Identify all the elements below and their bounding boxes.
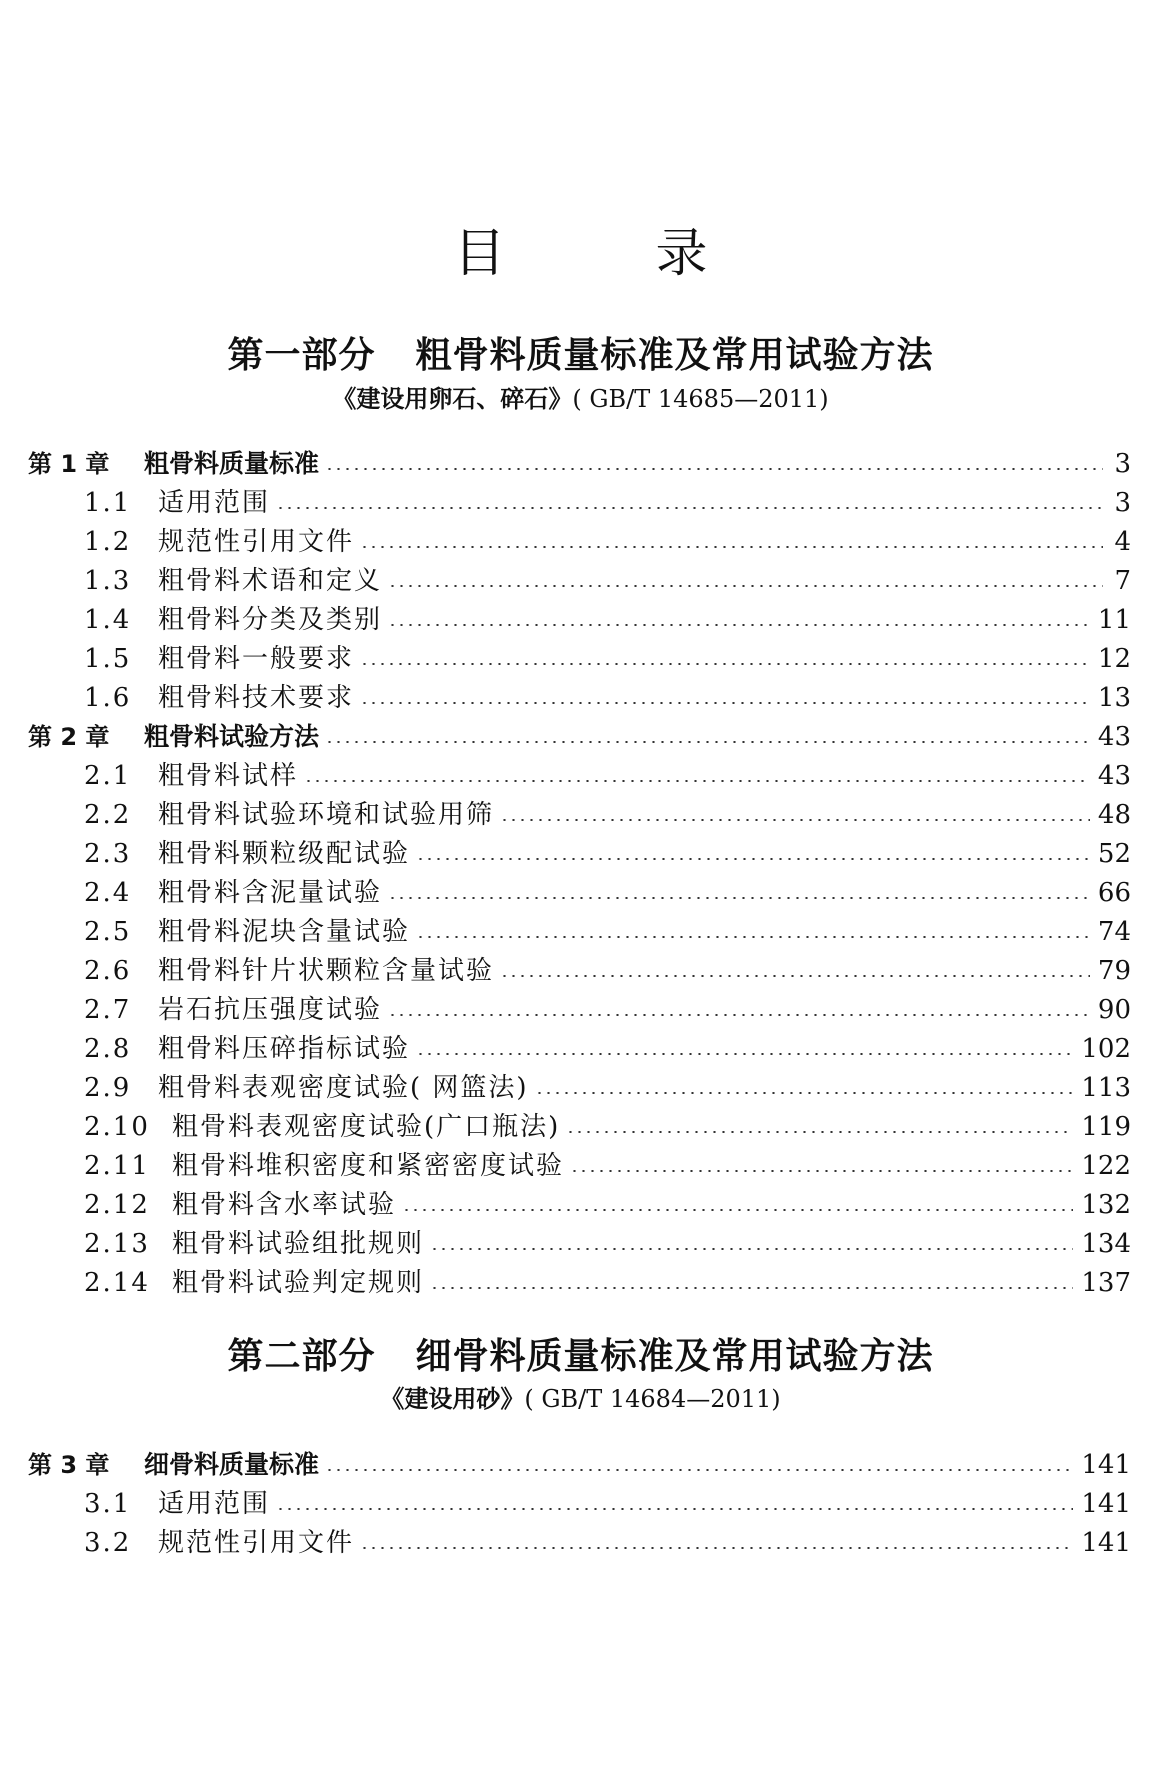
section-number: 1.2 — [84, 527, 132, 557]
page-number: 90 — [1097, 995, 1131, 1025]
section-label: 粗骨料试验环境和试验用筛 — [158, 800, 495, 830]
section-number: 2.1 — [84, 761, 132, 791]
section-number: 2.3 — [84, 839, 132, 869]
dot-leader — [416, 1053, 1073, 1055]
section-label: 规范性引用文件 — [158, 1528, 355, 1558]
dot-leader — [276, 1508, 1073, 1510]
toc-section-2-11[interactable] — [84, 1144, 1131, 1188]
section-number: 2.10 — [84, 1112, 150, 1142]
toc-section-1-5[interactable] — [84, 637, 1131, 681]
toc-chapter-3[interactable] — [28, 1443, 1131, 1487]
part-1-subtitle — [0, 383, 1161, 415]
toc-section-2-1[interactable] — [84, 754, 1131, 798]
dot-leader — [325, 1469, 1073, 1471]
part-1-title-text: 粗骨料质量标准及常用试验方法 — [415, 335, 934, 376]
toc-section-3-2[interactable] — [84, 1521, 1131, 1565]
section-label: 粗骨料含泥量试验 — [158, 878, 383, 908]
section-label: 粗骨料压碎指标试验 — [158, 1034, 411, 1064]
chapter-label: 细骨料质量标准 — [144, 1450, 320, 1479]
part-2-title-number: 第二部分 — [227, 1336, 376, 1377]
toc-section-2-6[interactable] — [84, 949, 1131, 993]
dot-leader — [360, 546, 1103, 548]
section-label: 粗骨料表观密度试验(广口瓶法) — [172, 1112, 561, 1142]
page-number: 43 — [1097, 761, 1131, 791]
section-number: 2.11 — [84, 1151, 150, 1181]
dot-leader — [500, 975, 1090, 977]
page-number: 132 — [1081, 1190, 1131, 1220]
dot-leader — [535, 1092, 1074, 1094]
section-label: 粗骨料针片状颗粒含量试验 — [158, 956, 495, 986]
page-number: 113 — [1081, 1073, 1131, 1103]
page-number: 43 — [1097, 722, 1131, 752]
toc-section-2-14[interactable] — [84, 1261, 1131, 1305]
page-number: 7 — [1114, 566, 1131, 596]
dot-leader — [388, 624, 1090, 626]
page-number: 13 — [1097, 683, 1131, 713]
page-number: 3 — [1114, 488, 1131, 518]
page-number: 3 — [1114, 449, 1131, 479]
toc-section-2-13[interactable] — [84, 1222, 1131, 1266]
section-label: 规范性引用文件 — [158, 527, 355, 557]
section-label: 适用范围 — [158, 488, 271, 518]
section-number: 2.4 — [84, 878, 132, 908]
section-label: 粗骨料一般要求 — [158, 644, 355, 674]
section-number: 2.13 — [84, 1229, 150, 1259]
part-1-standard-name: 《建设用卵石、碎石》 — [332, 385, 573, 413]
dot-leader — [430, 1287, 1073, 1289]
section-number: 1.4 — [84, 605, 132, 635]
section-number: 3.1 — [84, 1489, 132, 1519]
toc-section-2-7[interactable] — [84, 988, 1131, 1032]
page-number: 141 — [1081, 1528, 1131, 1558]
section-label: 粗骨料试样 — [158, 761, 299, 791]
page-number: 134 — [1081, 1229, 1131, 1259]
page-number: 74 — [1097, 917, 1131, 947]
section-number: 1.1 — [84, 488, 132, 518]
dot-leader — [360, 702, 1090, 704]
section-label: 粗骨料分类及类别 — [158, 605, 383, 635]
section-label: 粗骨料试验判定规则 — [172, 1268, 425, 1298]
section-label: 适用范围 — [158, 1489, 271, 1519]
dot-leader — [276, 507, 1103, 509]
toc-section-2-2[interactable] — [84, 793, 1131, 837]
chapter-number: 第 3 章 — [28, 1451, 110, 1479]
part-2-standard-code: ( GB/T 14684—2011) — [524, 1385, 781, 1413]
dot-leader — [325, 741, 1090, 743]
section-number: 2.2 — [84, 800, 132, 830]
part-2-title — [0, 1334, 1161, 1380]
dot-leader — [430, 1248, 1073, 1250]
toc-section-2-5[interactable] — [84, 910, 1131, 954]
toc-section-1-4[interactable] — [84, 598, 1131, 642]
toc-section-1-1[interactable] — [84, 481, 1131, 525]
section-label: 粗骨料技术要求 — [158, 683, 355, 713]
part-1-title — [0, 333, 1161, 379]
dot-leader — [570, 1170, 1073, 1172]
section-number: 2.5 — [84, 917, 132, 947]
page-number: 141 — [1081, 1450, 1131, 1480]
dot-leader — [304, 780, 1090, 782]
dot-leader — [360, 663, 1090, 665]
page-title — [0, 222, 1161, 286]
page-number: 122 — [1081, 1151, 1131, 1181]
dot-leader — [402, 1209, 1073, 1211]
chapter-label: 粗骨料试验方法 — [144, 722, 320, 751]
section-number: 2.12 — [84, 1190, 150, 1220]
part-1-standard-code: ( GB/T 14685—2011) — [572, 385, 829, 413]
toc-section-2-8[interactable] — [84, 1027, 1131, 1071]
page-number: 48 — [1097, 800, 1131, 830]
chapter-number: 第 1 章 — [28, 450, 110, 478]
section-number: 2.7 — [84, 995, 132, 1025]
dot-leader — [360, 1547, 1073, 1549]
page-number: 119 — [1081, 1112, 1131, 1142]
page-number: 4 — [1114, 527, 1131, 557]
page-number: 79 — [1097, 956, 1131, 986]
page-number: 141 — [1081, 1489, 1131, 1519]
page-number: 12 — [1097, 644, 1131, 674]
section-label: 粗骨料泥块含量试验 — [158, 917, 411, 947]
section-label: 粗骨料表观密度试验( 网篮法) — [158, 1073, 529, 1103]
section-number: 2.8 — [84, 1034, 132, 1064]
toc-section-2-3[interactable] — [84, 832, 1131, 876]
toc-section-1-3[interactable] — [84, 559, 1131, 603]
section-label: 粗骨料堆积密度和紧密密度试验 — [172, 1151, 565, 1181]
dot-leader — [388, 585, 1103, 587]
page-number: 66 — [1097, 878, 1131, 908]
section-number: 2.6 — [84, 956, 132, 986]
page-number: 137 — [1081, 1268, 1131, 1298]
toc-chapter-1[interactable] — [28, 442, 1131, 486]
section-number: 1.5 — [84, 644, 132, 674]
section-label: 粗骨料试验组批规则 — [172, 1229, 425, 1259]
part-1-title-number: 第一部分 — [227, 335, 376, 376]
dot-leader — [566, 1131, 1073, 1133]
section-label: 粗骨料含水率试验 — [172, 1190, 397, 1220]
section-number: 3.2 — [84, 1528, 132, 1558]
section-number: 1.3 — [84, 566, 132, 596]
dot-leader — [416, 858, 1090, 860]
section-label: 岩石抗压强度试验 — [158, 995, 383, 1025]
page-number: 102 — [1081, 1034, 1131, 1064]
page-number: 11 — [1097, 605, 1131, 635]
toc-section-1-6[interactable] — [84, 676, 1131, 720]
part-2-subtitle — [0, 1383, 1161, 1415]
toc-section-1-2[interactable] — [84, 520, 1131, 564]
part-2-standard-name: 《建设用砂》 — [380, 1385, 525, 1413]
section-number: 1.6 — [84, 683, 132, 713]
page-number: 52 — [1097, 839, 1131, 869]
section-label: 粗骨料术语和定义 — [158, 566, 383, 596]
section-number: 2.14 — [84, 1268, 150, 1298]
dot-leader — [388, 1014, 1090, 1016]
toc-section-2-4[interactable] — [84, 871, 1131, 915]
toc-chapter-2[interactable] — [28, 715, 1131, 759]
toc-section-2-9[interactable] — [84, 1066, 1131, 1110]
section-number: 2.9 — [84, 1073, 132, 1103]
dot-leader — [388, 897, 1090, 899]
section-label: 粗骨料颗粒级配试验 — [158, 839, 411, 869]
toc-section-2-10[interactable] — [84, 1105, 1131, 1149]
page-title-right: 录 — [655, 224, 708, 284]
dot-leader — [500, 819, 1090, 821]
toc-section-3-1[interactable] — [84, 1482, 1131, 1526]
toc-section-2-12[interactable] — [84, 1183, 1131, 1227]
chapter-label: 粗骨料质量标准 — [144, 449, 320, 478]
page-title-left: 目 — [453, 224, 506, 284]
dot-leader — [416, 936, 1090, 938]
dot-leader — [325, 468, 1103, 470]
part-2-title-text: 细骨料质量标准及常用试验方法 — [415, 1336, 934, 1377]
chapter-number: 第 2 章 — [28, 723, 110, 751]
